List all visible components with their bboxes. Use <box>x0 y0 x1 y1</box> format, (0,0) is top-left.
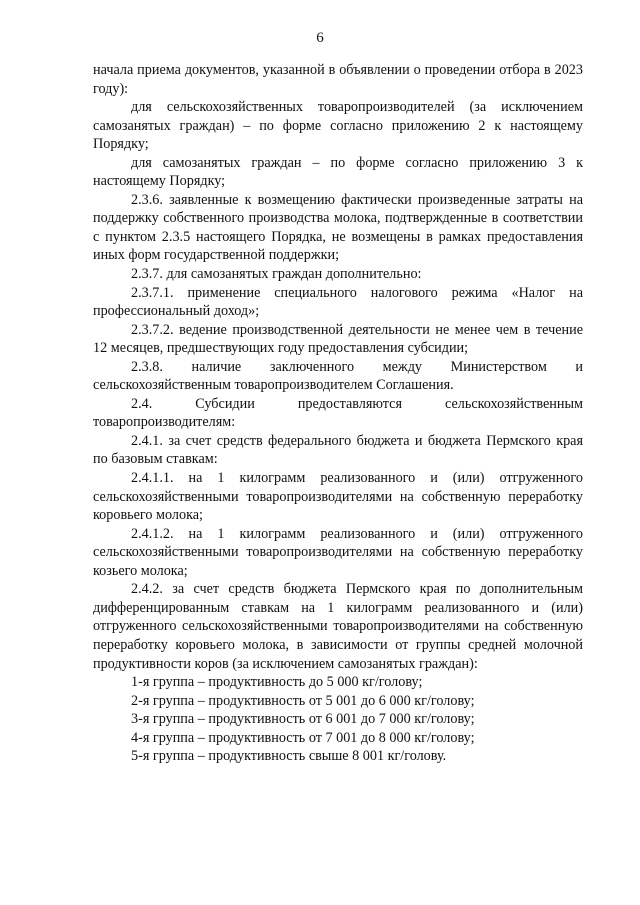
paragraph: 2.3.7.2. ведение производственной деятельности не менее чем в течение 12 месяцев, предшествующих году предоставления субсидии; <box>93 321 583 357</box>
list-item: 5-я группа – продуктивность свыше 8 001 кг/голову. <box>131 748 447 765</box>
paragraph: 2.4.2. за счет средств бюджета Пермского края по дополнительным дифференцированным ставкам на 1 килограмм реализованного и (или) отгруженного сельскохозяйственными товаропроизводителями на собственную переработку коровьего молока, в зависимости от группы средней молочной продуктивности коров (за исключением самозанятых граждан): <box>93 581 583 672</box>
page-number: 6 <box>316 30 324 46</box>
document-body <box>93 61 583 766</box>
paragraph: начала приема документов, указанной в объявлении о проведении отбора в 2023 году): <box>93 62 583 97</box>
list-item: 3-я группа – продуктивность от 6 001 до 7 000 кг/голову; <box>131 711 475 728</box>
paragraph: 2.4.1. за счет средств федерального бюджета и бюджета Пермского края по базовым ставкам: <box>93 432 583 468</box>
paragraph: 2.3.7. для самозанятых граждан дополнительно: <box>131 266 422 283</box>
paragraph: 2.4.1.2. на 1 килограмм реализованного и (или) отгруженного сельскохозяйственными товаропроизводителями на собственную переработку козьего молока; <box>93 525 583 579</box>
paragraph: 2.3.8. наличие заключенного между Министерством и сельскохозяйственным товаропроизводителем Соглашения. <box>93 358 583 394</box>
paragraph: для сельскохозяйственных товаропроизводителей (за исключением самозанятых граждан) – по форме согласно приложению 2 к настоящему Порядку; <box>93 99 583 153</box>
paragraph: для самозанятых граждан – по форме согласно приложению 3 к настоящему Порядку; <box>93 154 583 190</box>
paragraph: 2.3.6. заявленные к возмещению фактически произведенные затраты на поддержку собственного производства молока, подтвержденные в соответствии с пунктом 2.3.5 настоящего Порядка, не возмещены в рамках предоставления иных форм государственной поддержки; <box>93 191 583 264</box>
list-item: 1-я группа – продуктивность до 5 000 кг/голову; <box>131 674 423 691</box>
list-item: 4-я группа – продуктивность от 7 001 до 8 000 кг/голову; <box>131 729 475 746</box>
list-item: 2-я группа – продуктивность от 5 001 до 6 000 кг/голову; <box>131 692 475 709</box>
paragraph: 2.3.7.1. применение специального налогового режима «Налог на профессиональный доход»; <box>93 284 583 320</box>
paragraph: 2.4. Субсидии предоставляются сельскохозяйственным товаропроизводителям: <box>93 395 583 431</box>
paragraph: 2.4.1.1. на 1 килограмм реализованного и (или) отгруженного сельскохозяйственными товаропроизводителями на собственную переработку коровьего молока; <box>93 470 583 524</box>
